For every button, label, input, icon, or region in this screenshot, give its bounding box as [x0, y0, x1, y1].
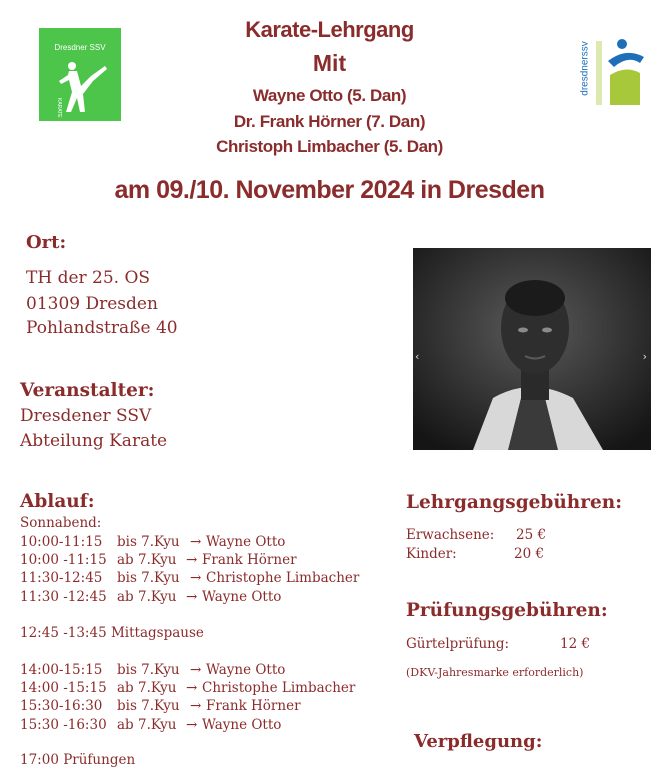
gebuehren-label-1: Erwachsene: [406, 527, 495, 543]
ablauf-pause: 12:45 -13:45 Mittagspause [20, 625, 204, 641]
photo-prev-icon[interactable]: ‹ [415, 350, 420, 363]
schedule-trainer: Christophe Limbacher [206, 570, 360, 587]
schedule-time: 11:30-12:45 [20, 570, 103, 587]
schedule-group: bis 7.Kyu [117, 698, 180, 715]
arrow-right-icon: → [190, 570, 202, 587]
trainer-photo-image [413, 248, 651, 450]
logo-left-text: Dresdner SSV [54, 43, 106, 52]
arrow-right-icon: → [186, 680, 198, 697]
schedule-time: 11:30 -12:45 [20, 588, 107, 605]
logo-left-side-text: KARATE [56, 98, 62, 118]
pruefung-heading: Prüfungsgebühren: [406, 600, 608, 621]
veranstalter-heading: Veranstalter: [20, 380, 155, 401]
photo-next-icon[interactable]: › [642, 350, 647, 363]
schedule-group: bis 7.Kyu [117, 534, 180, 550]
gebuehren-value-2: 20 € [514, 546, 545, 562]
pruefung-note: (DKV-Jahresmarke erforderlich) [406, 666, 584, 679]
gebuehren-label-2: Kinder: [406, 546, 457, 562]
schedule-group: ab 7.Kyu [117, 680, 177, 697]
verpflegung-heading: Verpflegung: [414, 731, 543, 752]
veranstalter-line-1: Dresdener SSV [20, 406, 152, 426]
schedule-time: 10:00-11:15 [20, 534, 103, 550]
arrow-right-icon: → [190, 534, 202, 550]
trainer-1: Wayne Otto (5. Dan) [252, 86, 407, 105]
karate-kick-icon [39, 28, 121, 121]
arrow-right-icon: → [186, 716, 198, 733]
arrow-right-icon: → [186, 588, 198, 605]
ssv-figure-icon [578, 27, 653, 112]
arrow-right-icon: → [190, 662, 202, 678]
ablauf-heading: Ablauf: [20, 491, 95, 512]
schedule-group: ab 7.Kyu [117, 588, 177, 605]
ort-line-1: TH der 25. OS [26, 268, 151, 288]
schedule-time: 14:00 -15:15 [20, 680, 107, 697]
schedule-trainer: Wayne Otto [206, 662, 286, 678]
schedule-group: ab 7.Kyu [117, 552, 177, 569]
ort-heading: Ort: [26, 232, 67, 253]
arrow-right-icon: → [186, 552, 198, 569]
schedule-group: ab 7.Kyu [117, 716, 177, 733]
schedule-time: 15:30 -16:30 [20, 716, 107, 733]
pruefung-label: Gürtelprüfung: [406, 636, 510, 652]
ablauf-pruefungen: 17:00 Prüfungen [20, 752, 136, 768]
schedule-time: 10:00 -11:15 [20, 552, 107, 569]
gebuehren-value-1: 25 € [516, 527, 547, 543]
gebuehren-heading: Lehrgangsgebühren: [406, 492, 623, 513]
schedule-trainer: Frank Hörner [206, 698, 301, 715]
schedule-trainer: Wayne Otto [206, 534, 286, 550]
pruefung-value: 12 € [560, 636, 591, 652]
trainer-2: Dr. Frank Hörner (7. Dan) [233, 112, 426, 131]
schedule-time: 14:00-15:15 [20, 662, 103, 678]
trainer-photo [413, 248, 651, 450]
schedule-trainer: Wayne Otto [202, 716, 282, 733]
ort-line-2: 01309 Dresden [26, 294, 158, 314]
ablauf-day: Sonnabend: [20, 515, 102, 531]
dresdner-ssv-karate-logo [39, 28, 121, 121]
schedule-time: 15:30-16:30 [20, 698, 103, 715]
schedule-trainer: Christophe Limbacher [202, 680, 356, 697]
event-date: am 09./10. November 2024 in Dresden [114, 176, 545, 204]
title: Karate-Lehrgang [245, 17, 414, 42]
veranstalter-line-2: Abteilung Karate [20, 431, 168, 451]
title-with: Mit [312, 50, 347, 76]
schedule-group: bis 7.Kyu [117, 662, 180, 678]
arrow-right-icon: → [190, 698, 202, 715]
dresdner-ssv-logo [578, 27, 653, 112]
schedule-group: bis 7.Kyu [117, 570, 180, 587]
schedule-trainer: Frank Hörner [202, 552, 297, 569]
trainer-3: Christoph Limbacher (5. Dan) [216, 137, 443, 156]
logo-right-text: dresdnerssv [579, 41, 591, 96]
schedule-trainer: Wayne Otto [202, 588, 282, 605]
ort-line-3: Pohlandstraße 40 [26, 318, 178, 338]
